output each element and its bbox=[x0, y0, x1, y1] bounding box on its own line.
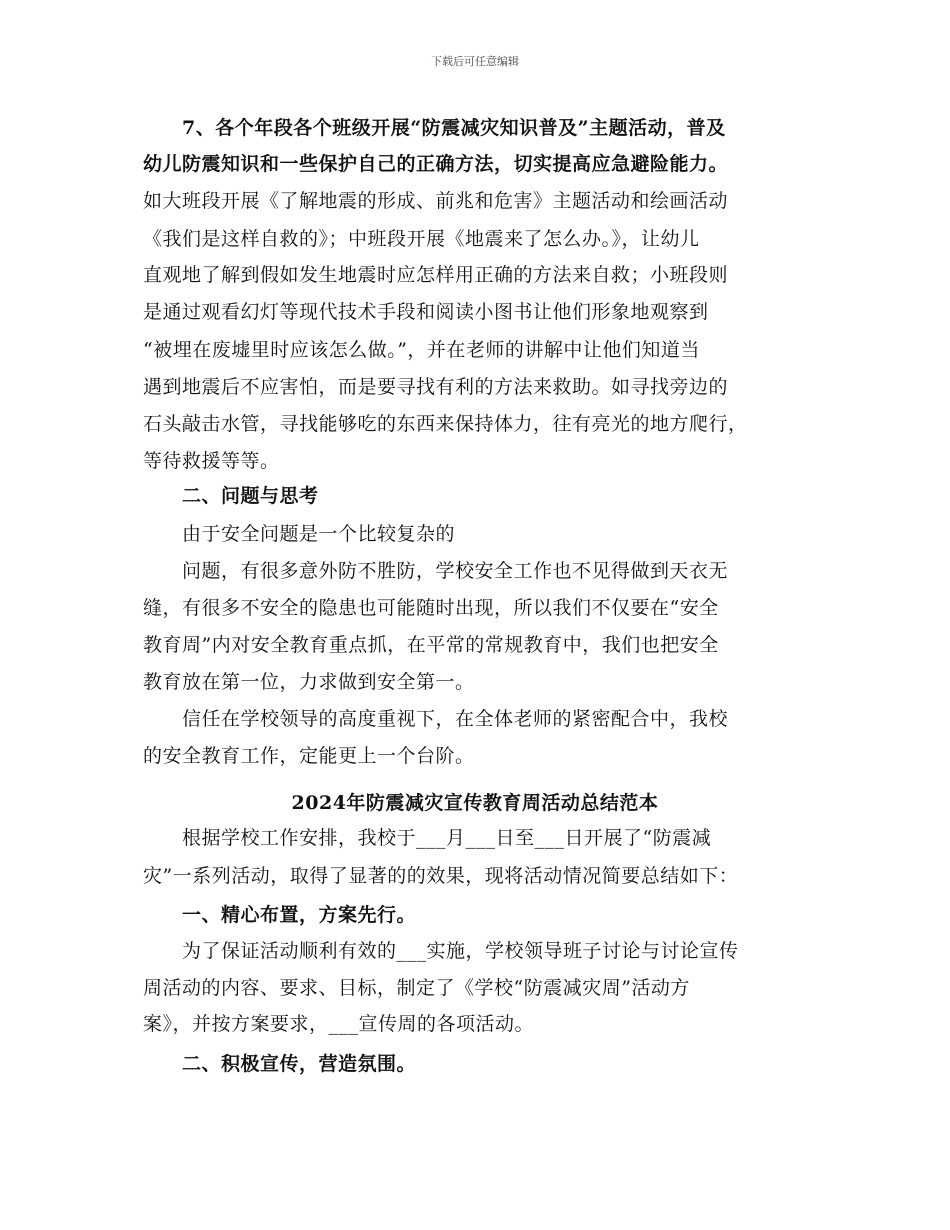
text-line: 的安全教育工作，定能更上一个台阶。 bbox=[143, 745, 475, 767]
heading-line: 7、各个年段各个班级开展“防震减灾知识普及”主题活动，普及 bbox=[143, 117, 726, 139]
text-line: 为了保证活动顺利有效的___实施，学校领导班子讨论与讨论宣传 bbox=[143, 940, 739, 962]
heading-line: 二、积极宣传，营造氛围。 bbox=[143, 1053, 417, 1075]
text-line: 灾”一系列活动，取得了显著的的效果，现将活动情况简要总结如下： bbox=[143, 865, 739, 887]
text-line: 如大班段开展《了解地震的形成、前兆和危害》主题活动和绘画活动 bbox=[143, 190, 729, 212]
text-line: 是通过观看幻灯等现代技术手段和阅读小图书让他们形象地观察到 bbox=[143, 301, 709, 323]
text-line: 遇到地震后不应害怕，而是要寻找有利的方法来救助。如寻找旁边的 bbox=[143, 376, 729, 398]
text-line: 石头敲击水管，寻找能够吃的东西来保持体力，往有亮光的地方爬行， bbox=[143, 413, 748, 435]
heading-line: 二、问题与思考 bbox=[143, 485, 319, 507]
text-line: 教育周”内对安全教育重点抓，在平常的常规教育中，我们也把安全 bbox=[143, 634, 719, 656]
text-line: 问题，有很多意外防不胜防，学校安全工作也不见得做到天衣无 bbox=[143, 560, 729, 582]
section-title: 2024年防震减灾宣传教育周活动总结范本 bbox=[291, 792, 659, 814]
text-line: 由于安全问题是一个比较复杂的 bbox=[143, 523, 456, 545]
text-line: 信任在学校领导的高度重视下，在全体老师的紧密配合中，我校 bbox=[143, 708, 729, 730]
header-note: 下载后可任意编辑 bbox=[431, 55, 519, 68]
text-line: “被埋在废墟里时应该怎么做。”，并在老师的讲解中让他们知道当 bbox=[143, 339, 700, 361]
heading-line: 幼儿防震知识和一些保护自己的正确方法，切实提高应急避险能力。 bbox=[143, 153, 729, 175]
text-line: 周活动的内容、要求、目标，制定了《学校“防震减灾周”活动方 bbox=[143, 977, 690, 999]
text-line: 根据学校工作安排，我校于___月___日至___日开展了“防震减 bbox=[143, 827, 712, 849]
heading-line: 一、精心布置，方案先行。 bbox=[143, 904, 417, 926]
text-line: 案》，并按方案要求，___宣传周的各项活动。 bbox=[143, 1013, 535, 1035]
text-line: 缝，有很多不安全的隐患也可能随时出现，所以我们不仅要在“安全 bbox=[143, 597, 719, 619]
text-line: 《我们是这样自救的》；中班段开展《地震来了怎么办。》，让幼儿 bbox=[143, 228, 700, 250]
text-line: 直观地了解到假如发生地震时应怎样用正确的方法来自救；小班段则 bbox=[143, 264, 729, 286]
text-line: 等待救援等等。 bbox=[143, 450, 280, 472]
text-line: 教育放在第一位，力求做到安全第一。 bbox=[143, 671, 475, 693]
